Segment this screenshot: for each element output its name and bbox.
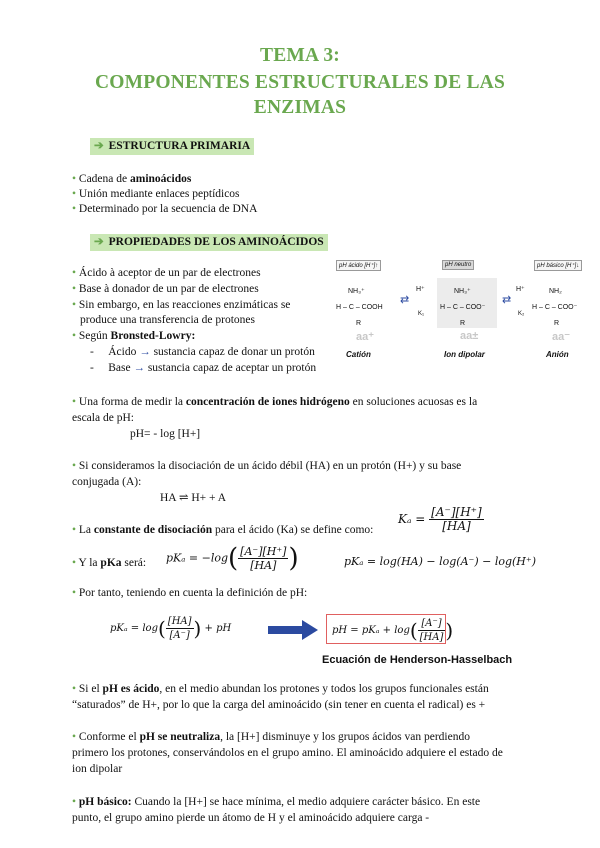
amino-acid-ionization-diagram <box>334 258 580 366</box>
paragraph-ph-basico-line2: punto, el grupo amino pierde un átomo de H y el aminoácido adquiere carga - <box>72 812 430 824</box>
charge-cation: aa⁺ <box>356 331 375 343</box>
paragraph-ph-acido: • Si el pH es ácido, en el medio abundan los protones y todos los grupos funcionales están <box>72 683 489 695</box>
section-heading-propiedades <box>90 234 328 251</box>
paragraph-ph-line2: escala de pH: <box>72 412 134 424</box>
section-heading-text: PROPIEDADES DE LOS AMINOÁCIDOS <box>108 236 324 248</box>
equation-pka-fraction: pKₐ = −log( $\frac{[A^-][H^+]}{[HA]}$ ) <box>166 543 299 574</box>
caption-dipolar: Ion dipolar <box>444 350 485 359</box>
arrow-right-icon: → <box>139 346 151 358</box>
arrow-right-icon: ➔ <box>94 140 104 152</box>
equation-ka: Kₐ = $\frac{[A^-][H^+]}{[HA]}$ <box>398 505 482 533</box>
list-item: • Determinado por la secuencia de DNA <box>72 203 258 215</box>
list-item: • Base à donador de un par de electrones <box>72 283 259 295</box>
paragraph-dissociation-line2: conjugada (A): <box>72 476 142 488</box>
label-ph-neutro: pH neutro <box>442 260 474 270</box>
list-item: • Según Bronsted-Lowry: <box>72 330 196 342</box>
section-heading-estructura <box>90 138 254 155</box>
page-title-line3: ENZIMAS <box>253 97 347 118</box>
arrow-right-icon: → <box>133 362 145 374</box>
sub-list-item: - Base → sustancia capaz de aceptar un protón <box>90 362 317 374</box>
big-arrow-icon <box>268 620 318 640</box>
ka-label: K₁ <box>418 311 425 317</box>
label-ph-basico: pH básico [H⁺]↓ <box>534 260 582 271</box>
henderson-caption: Ecuación de Henderson-Hasselbach <box>322 654 513 666</box>
paragraph-ph-neutro-line2: primero los protones, conservándolos en el grupo amino. El aminoácido adquiere el estado de <box>72 747 503 759</box>
equation-ph: pH= - log [H+] <box>130 428 201 440</box>
paragraph-dissociation: • Si consideramos la disociación de un ácido débil (HA) en un protón (H+) y su base <box>72 460 462 472</box>
page-title-line1: TEMA 3: <box>260 45 340 66</box>
neutral-radical: R <box>460 320 466 327</box>
acid-core: H – C – COOH <box>336 304 383 311</box>
sub-list-item: - Ácido → sustancia capaz de donar un protón <box>90 346 315 358</box>
acid-amino-group: NH₃⁺ <box>348 288 365 295</box>
equation-pka-expanded: pKₐ = log(HA) − log(A⁻) − log(H⁺) <box>344 555 537 568</box>
basic-amino-group: NH₂ <box>549 288 562 295</box>
list-item-continued: produce una transferencia de protones <box>80 314 255 326</box>
equation-pka-log: pKₐ = log( $\frac{[HA]}{[A^-]}$ ) + pH <box>110 616 232 641</box>
arrow-right-icon: ➔ <box>94 236 104 248</box>
page-title-line2: COMPONENTES ESTRUCTURALES DE LAS <box>94 72 506 93</box>
kb-label: K₂ <box>518 311 525 317</box>
h-plus-label: H⁺ <box>516 286 525 293</box>
equation-henderson: pH = pKₐ + log( $\frac{[A^-]}{[HA]}$ ) <box>332 618 454 643</box>
list-item: • Cadena de aminoácidos <box>72 173 192 185</box>
h-plus-label: H⁺ <box>416 286 425 293</box>
list-item: • Unión mediante enlaces peptídicos <box>72 188 240 200</box>
paragraph-ka: • La constante de disociación para el ácido (Ka) se define como: <box>72 524 374 536</box>
paragraph-ph-acido-line2: “saturados” de H+, por lo que la carga del aminoácido (sin tener en cuenta el radical) es + <box>72 699 486 711</box>
section-heading-text: ESTRUCTURA PRIMARIA <box>108 140 251 152</box>
paragraph-henderson: • Por tanto, teniendo en cuenta la definición de pH: <box>72 587 308 599</box>
basic-core: H – C – COO⁻ <box>532 304 578 311</box>
caption-cation: Catión <box>346 350 371 359</box>
list-item: • Ácido à aceptor de un par de electrones <box>72 267 261 279</box>
paragraph-pka: • Y la pKa será: <box>72 557 147 569</box>
caption-anion: Anión <box>546 350 569 359</box>
label-ph-acido: pH ácido [H⁺]↑ <box>336 260 381 271</box>
equilibrium-arrow-icon: ⇄ <box>400 294 410 306</box>
list-item: • Sin embargo, en las reacciones enzimáticas se <box>72 299 291 311</box>
charge-anion: aa⁻ <box>552 331 571 343</box>
neutral-amino-group: NH₃⁺ <box>454 288 471 295</box>
neutral-highlight <box>437 278 497 328</box>
paragraph-ph-neutro: • Conforme el pH se neutraliza, la [H+] disminuye y los grupos ácidos van perdiendo <box>72 731 470 743</box>
equilibrium-arrow-icon: ⇄ <box>502 294 512 306</box>
charge-dipolar: aa± <box>460 330 479 342</box>
paragraph-ph-neutro-line3: ion dipolar <box>72 763 123 775</box>
paragraph-ph-basico: • pH básico: Cuando la [H+] se hace mínima, el medio adquiere carácter básico. En este <box>72 796 481 808</box>
paragraph-ph: • Una forma de medir la concentración de iones hidrógeno en soluciones acuosas es la <box>72 396 478 408</box>
neutral-core: H – C – COO⁻ <box>440 304 486 311</box>
equation-dissociation: HA ⇌ H+ + A <box>160 492 227 504</box>
acid-radical: R <box>356 320 362 327</box>
basic-radical: R <box>554 320 560 327</box>
